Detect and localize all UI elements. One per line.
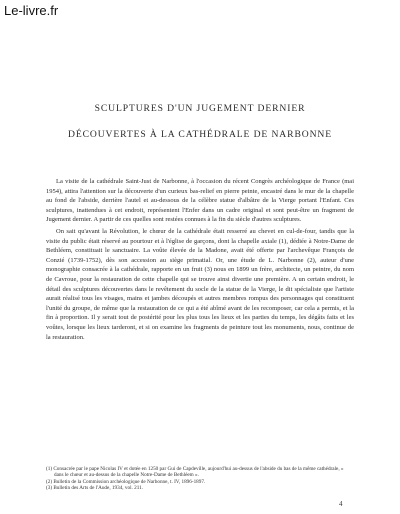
footnote-2: (2) Bulletin de la Commission archéologique de Narbonne, t. IV, 1896-1897. <box>46 478 206 485</box>
footnote-1: (1) Consacrée par le pape Nicolas IV et dotée en 1250 par Gui de Capdeville, aujourd'hui au-dessus de l'abside du bas de la même cathédrale, « dans le chœur et au-dessus de la chapelle Notre-Dame de Bethléem ». <box>46 466 344 479</box>
paragraph-1: La visite de la cathédrale Saint-Just de Narbonne, à l'occasion du récent Congrès archéologique de France (mai 1954), attira l'attention sur la découverte d'un curieux bas-relief en pierre peinte, encastré dans le mur de la chapelle au fond de l'abside, derrière l'autel et au-dessous de la célèbre statue d'albâtre de la Vierge portant l'Enfant. Ces sculptures, inattendues à cet endroit, représentent l'Enfer dans un cadre original et sont peut-être un fragment de Jugement dernier. A partir de ces quelles sont restées connues à la fin du siècle d'autres sculptures. <box>46 178 354 224</box>
footnotes <box>46 466 354 492</box>
paragraph-2: On sait qu'avant la Révolution, le chœur de la cathédrale était resserré au chevet en cul-de-four, tandis que la visite du public était réservé au pourtour et à l'église de garçons, dont la chapelle axiale (1), dédiée à Notre-Dame de Bethléem, constituait le sanctuaire. La voûte élevée de la Madone, avait été offerte par l'archevêque François de Conzié (1739-1752), dès son accession au siège primatial. Or, une étude de L. Narbonne (2), auteur d'une monographie consacrée à la cathédrale, rapporte en un fruit (3) nous en 1899 un frère, architecte, un peintre, du nom de Cavroue, pour la restauration de cette chapelle qui se trouve ainsi divertie une première. A un certain endroit, le détail des sculptures découvertes dans le revêtement du socle de la statue de la Vierge, le dit spécialiste que l'artiste aurait réalisé tous les visages, mains et jambes découpés et autres membres rompus des personnages qui constituent l'unité du groupe, de même que la restauration de ce qui a été abîmé avant de les recomposer, car cela a permis, et la fin à proportion. Il y serait tout de postérité pour les plus tous les lieux et les parties du temps, les dégâts faits et les voûtes, lorsque les lieux tarderont, et si on examine les fragments de peinture tout les monuments, nous, continue de la restauration. <box>46 227 354 341</box>
page-number: 4 <box>339 500 343 508</box>
article-title-line-1: SCULPTURES D'UN JUGEMENT DERNIER <box>94 103 306 114</box>
watermark-banner: Le-livre.fr <box>4 3 59 18</box>
article-body <box>46 177 354 344</box>
footnote-3: (3) Bulletin des Arts de l'Aude, 1934, vol. 211. <box>46 485 143 492</box>
article-title-line-2: DÉCOUVERTES À LA CATHÉDRALE DE NARBONNE <box>68 129 332 140</box>
